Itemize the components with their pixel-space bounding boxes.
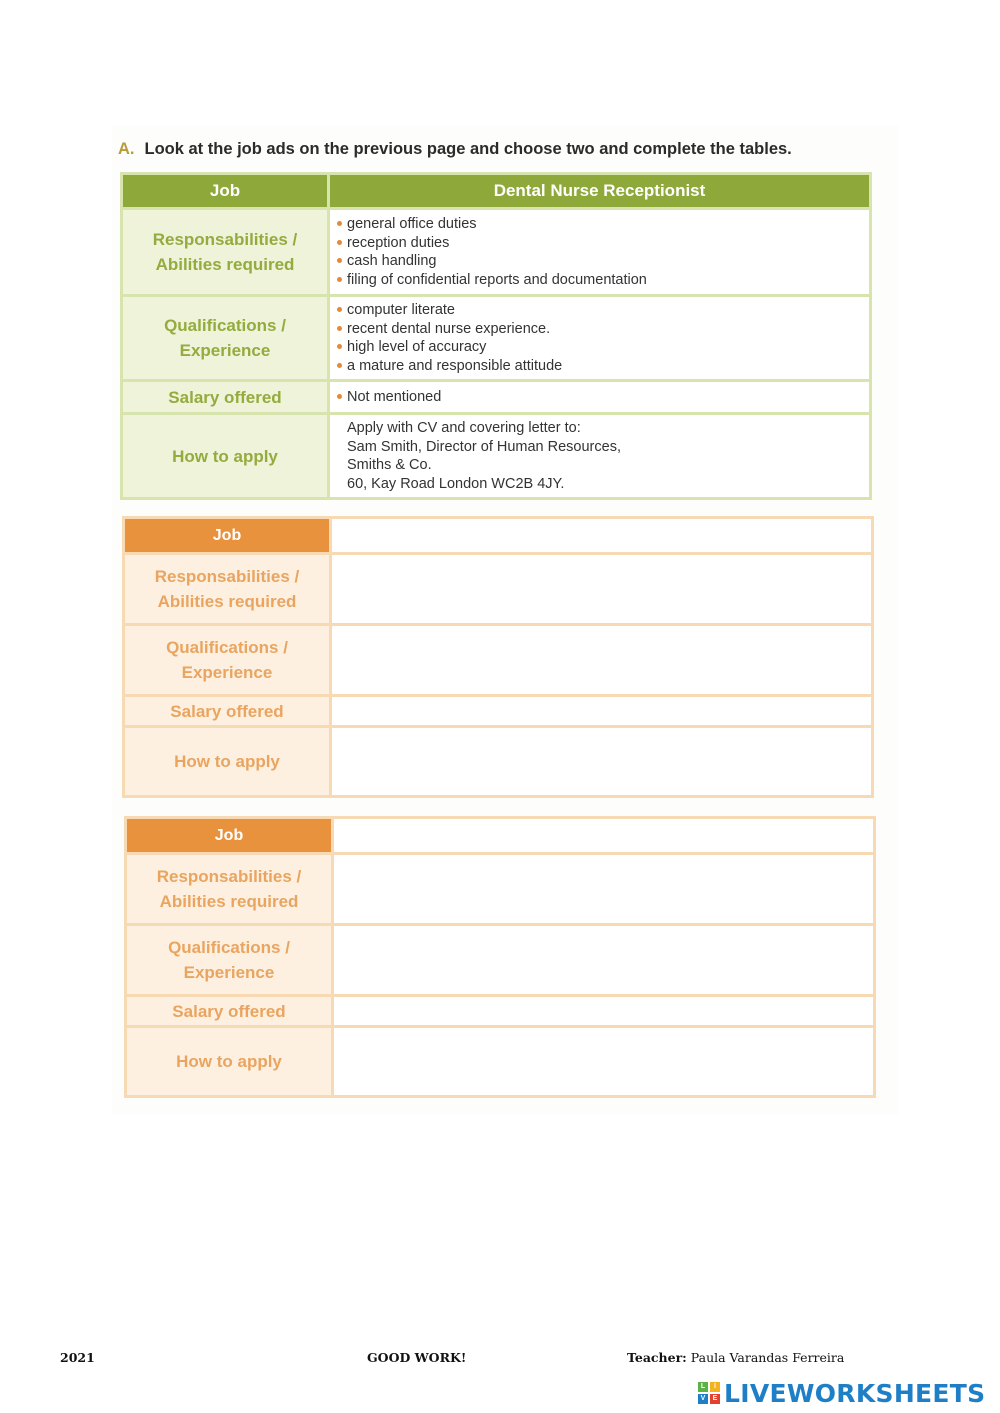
footer-year: 2021	[60, 1350, 95, 1365]
salary-label: Salary offered	[127, 997, 331, 1025]
salary-row	[127, 997, 873, 1025]
responsibilities-list	[336, 215, 855, 289]
job-label: Job	[123, 175, 327, 207]
responsibilities-value	[330, 210, 869, 294]
responsibilities-label: Responsabilities / Abilities required	[125, 555, 329, 623]
responsibilities-row	[123, 210, 869, 294]
salary-value	[330, 382, 869, 412]
job-row	[127, 819, 873, 852]
qualifications-label: Qualifications / Experience	[123, 297, 327, 379]
how-to-apply-label: How to apply	[125, 728, 329, 795]
qualifications-row	[127, 926, 873, 994]
how-to-apply-row	[127, 1028, 873, 1095]
salary-label: Salary offered	[123, 382, 327, 412]
responsibilities-label: Responsabilities / Abilities required	[123, 210, 327, 294]
footer-motto: GOOD WORK!	[367, 1350, 467, 1365]
instruction-number: A.	[118, 140, 135, 158]
qualifications-answer-field[interactable]	[332, 626, 871, 694]
list-item: computer literate	[336, 301, 855, 320]
qualifications-label: Qualifications / Experience	[125, 626, 329, 694]
instruction	[118, 140, 792, 159]
job-title: Dental Nurse Receptionist	[330, 175, 869, 207]
responsibilities-row	[127, 855, 873, 923]
teacher-label: Teacher:	[627, 1350, 687, 1365]
logo-text: LIVEWORKSHEETS	[724, 1378, 986, 1408]
salary-row	[125, 697, 871, 725]
job-answer-field[interactable]	[334, 819, 873, 852]
blank-job-table-2	[124, 816, 876, 1098]
responsibilities-answer-field[interactable]	[334, 855, 873, 923]
how-to-apply-answer-field[interactable]	[332, 728, 871, 795]
liveworksheets-logo	[698, 1378, 985, 1408]
completed-job-table	[120, 172, 872, 500]
salary-label: Salary offered	[125, 697, 329, 725]
how-to-apply-label: How to apply	[127, 1028, 331, 1095]
list-item: filing of confidential reports and documentation	[336, 271, 855, 290]
list-item: a mature and responsible attitude	[336, 357, 855, 376]
salary-answer-field[interactable]	[332, 697, 871, 725]
how-to-apply-row	[125, 728, 871, 795]
responsibilities-answer-field[interactable]	[332, 555, 871, 623]
salary-answer-field[interactable]	[334, 997, 873, 1025]
job-label: Job	[125, 519, 329, 552]
how-to-apply-value: Apply with CV and covering letter to: Sam Smith, Director of Human Resources, Smiths & Co. 60, Kay Road London WC2B 4JY.	[330, 415, 869, 497]
responsibilities-row	[125, 555, 871, 623]
qualifications-row	[123, 297, 869, 379]
how-to-apply-answer-field[interactable]	[334, 1028, 873, 1095]
job-label: Job	[127, 819, 331, 852]
qualifications-answer-field[interactable]	[334, 926, 873, 994]
teacher-name: Paula Varandas Ferreira	[690, 1350, 845, 1365]
list-item: Not mentioned	[336, 388, 855, 407]
job-row	[123, 175, 869, 207]
job-row	[125, 519, 871, 552]
blank-job-table-1	[122, 516, 874, 798]
qualifications-label: Qualifications / Experience	[127, 926, 331, 994]
instruction-text: Look at the job ads on the previous page and choose two and complete the tables.	[144, 140, 792, 158]
job-answer-field[interactable]	[332, 519, 871, 552]
list-item: general office duties	[336, 215, 855, 234]
how-to-apply-label: How to apply	[123, 415, 327, 497]
list-item: reception duties	[336, 234, 855, 253]
qualifications-value	[330, 297, 869, 379]
salary-row	[123, 382, 869, 412]
responsibilities-label: Responsabilities / Abilities required	[127, 855, 331, 923]
qualifications-row	[125, 626, 871, 694]
list-item: recent dental nurse experience.	[336, 320, 855, 339]
logo-mark-icon: L I V E	[698, 1382, 720, 1404]
footer-teacher	[627, 1350, 844, 1365]
how-to-apply-row	[123, 415, 869, 497]
qualifications-list	[336, 301, 855, 375]
list-item: high level of accuracy	[336, 338, 855, 357]
list-item: cash handling	[336, 252, 855, 271]
